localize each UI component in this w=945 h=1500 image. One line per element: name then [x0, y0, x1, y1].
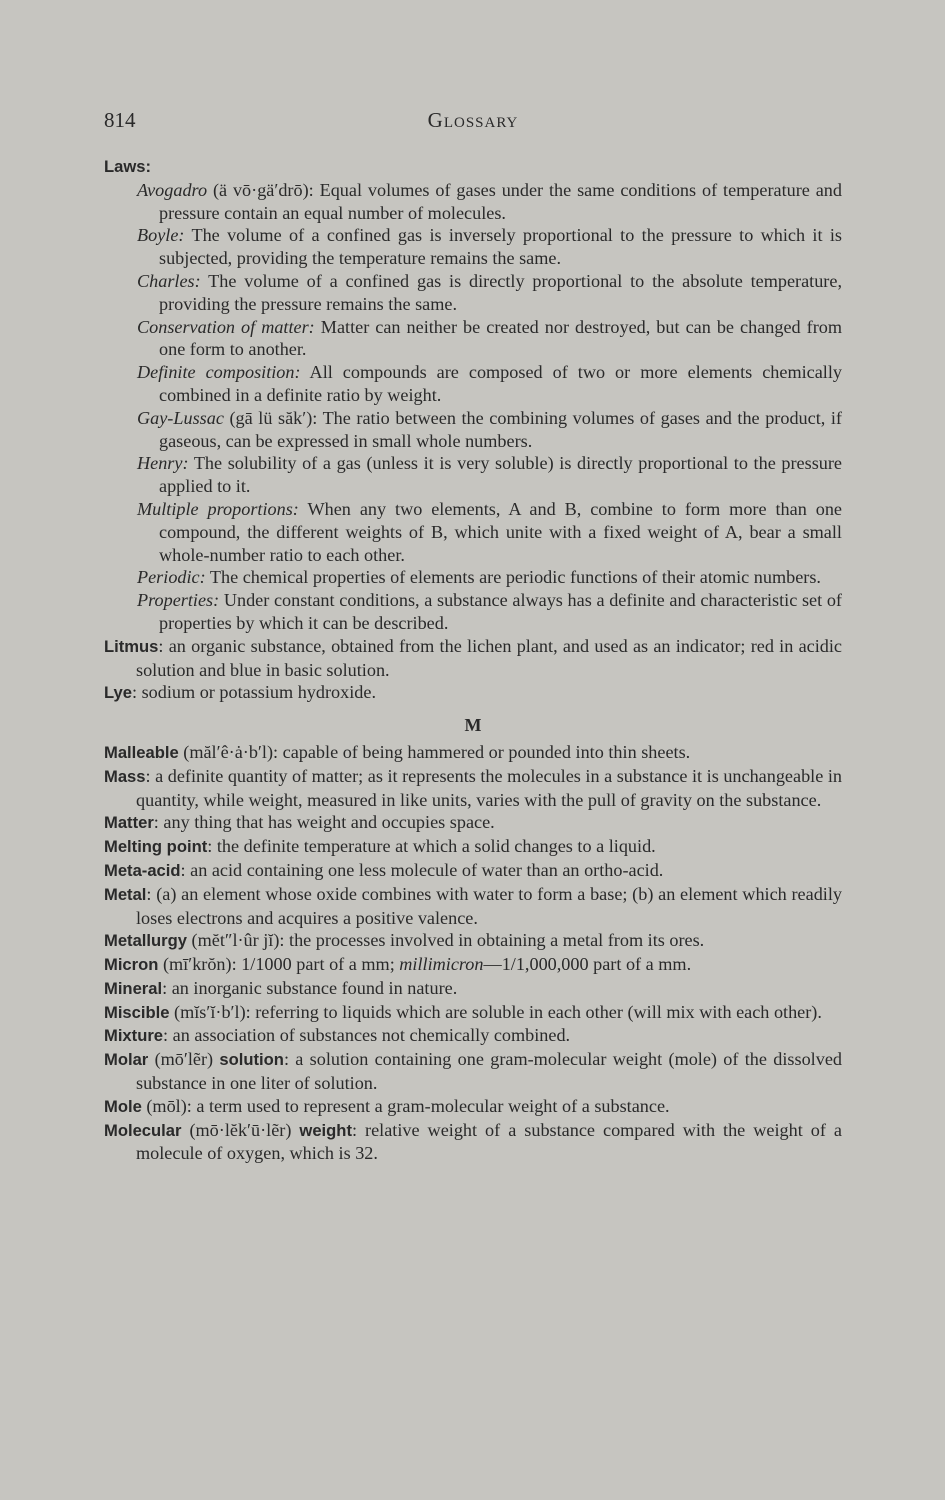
law-text: The volume of a confined gas is inversely proportional to the pressure to which it is subjected, providing the temperature remains the same.: [159, 225, 842, 269]
law-name: Multiple proportions:: [137, 498, 299, 519]
glossary-entry: [104, 1024, 842, 1048]
entry-term: Molecular: [104, 1120, 182, 1140]
law-item: [137, 498, 842, 566]
entry-term: Melting point: [104, 837, 208, 857]
law-text: Under constant conditions, a substance always has a definite and characteristic set of properties by which it can be described.: [159, 590, 842, 633]
entry-definition: : an acid containing one less molecule of water than an ortho-acid.: [180, 859, 664, 880]
law-name: Gay-Lussac: [137, 407, 224, 428]
law-item: [137, 589, 842, 635]
entries-m: [104, 741, 842, 1165]
law-item: [137, 316, 842, 362]
law-text: The solubility of a gas (unless it is very soluble) is directly proportional to the pressure applied to it.: [159, 453, 842, 497]
law-item: [137, 452, 842, 498]
entry-term: Mixture: [104, 1026, 164, 1046]
glossary-entry: [104, 953, 842, 977]
glossary-entry: [104, 859, 842, 883]
pronunciation: (mō·lĕk′ū·lẽr): [181, 1119, 300, 1140]
law-name: Definite composition:: [137, 362, 301, 383]
glossary-entry: [104, 681, 842, 705]
entry-definition: referring to liquids which are soluble in each other (will mix with each other).: [250, 1001, 822, 1022]
laws-heading: [104, 155, 842, 179]
glossary-entry: [104, 883, 842, 930]
law-text: When any two elements, A and B, combine to form more than one compound, the different weights of B, which unite with a fixed weight of A, bear a small whole-number ratio to each other.: [159, 498, 842, 565]
pronunciation: (mōl):: [141, 1095, 192, 1116]
law-name: Charles:: [137, 270, 201, 291]
pronunciation: (mī′krŏn):: [158, 954, 237, 975]
entry-definition: : (a) an element whose oxide combines with water to form a base; (b) an element which readily loses electrons and acquires a positive valence.: [136, 883, 842, 928]
law-item: [137, 566, 842, 589]
entry-term: Litmus: [104, 636, 159, 656]
law-item: [137, 179, 842, 225]
law-name: Boyle:: [137, 225, 185, 246]
entry-term: Matter: [104, 813, 154, 833]
entry-term: Metal: [104, 884, 147, 904]
law-item: [137, 361, 842, 407]
entry-term: Mole: [104, 1096, 142, 1116]
entry-term: Metallurgy: [104, 931, 187, 951]
glossary-entry: [104, 1001, 842, 1025]
glossary-entry: [104, 929, 842, 953]
entry-definition: : sodium or potassium hydroxide.: [131, 682, 376, 703]
glossary-content: [104, 155, 842, 1165]
laws-heading-term: Laws:: [104, 157, 152, 176]
glossary-entry: [104, 765, 842, 812]
entry-definition: : an association of substances not chemically combined.: [163, 1025, 571, 1046]
entry-term: Malleable: [104, 742, 179, 762]
entry-italic: millimicron: [399, 954, 484, 975]
law-text: The ratio between the combining volumes of gases and the product, if gaseous, can be expressed in small whole numbers.: [159, 407, 842, 451]
glossary-entry: [104, 977, 842, 1001]
law-name: Conservation of matter:: [137, 316, 315, 337]
entry-term: Miscible: [104, 1002, 170, 1022]
entry-term: Mass: [104, 766, 146, 786]
law-item: [137, 224, 842, 270]
glossary-entry: [104, 811, 842, 835]
page-number: 814: [104, 108, 136, 132]
glossary-entry: [104, 1119, 842, 1166]
pronunciation: (măl′ê·ȧ·b′l):: [178, 741, 279, 762]
entry-definition: a term used to represent a gram-molecular weight of a substance.: [191, 1095, 670, 1116]
law-name: Henry:: [137, 453, 189, 474]
entry-definition: the processes involved in obtaining a metal from its ores.: [284, 930, 705, 951]
glossary-entry: [104, 741, 842, 765]
law-text: Equal volumes of gases under the same conditions of temperature and pressure contain an equal number of molecules.: [159, 179, 842, 223]
law-name: Periodic:: [137, 567, 206, 588]
entry-term-cont: weight: [299, 1120, 352, 1140]
entry-term: Mineral: [104, 978, 163, 998]
pronunciation: (gā lü săk′):: [223, 407, 318, 428]
entry-definition: : any thing that has weight and occupies space.: [153, 812, 495, 833]
entry-definition: capable of being hammered or pounded into thin sheets.: [278, 741, 691, 762]
entry-definition: 1/1000 part of a mm;: [236, 954, 400, 975]
glossary-entry: [104, 1095, 842, 1119]
running-head: Glossary: [427, 108, 519, 132]
pronunciation: (mĭs′ĭ·b′l):: [169, 1001, 251, 1022]
glossary-entry: [104, 635, 842, 682]
entry-term: Lye: [104, 683, 132, 703]
entry-term-cont: solution: [219, 1050, 284, 1070]
law-name: Avogadro: [137, 179, 208, 200]
glossary-entry: [104, 835, 842, 859]
law-name: Properties:: [137, 590, 220, 611]
entry-term: Molar: [104, 1050, 149, 1070]
glossary-entry: [104, 1048, 842, 1095]
entry-definition: : an inorganic substance found in nature.: [162, 977, 458, 998]
laws-list: [104, 179, 842, 635]
entry-definition: : relative weight of a substance compared with the weight of a molecule of oxygen, which is 32.: [136, 1119, 842, 1164]
entries-l: [104, 635, 842, 705]
pronunciation: (mĕt″l·ûr jĭ):: [187, 930, 285, 951]
entry-term: Meta-acid: [104, 860, 181, 880]
entry-definition: : a solution containing one gram-molecular weight (mole) of the dissolved substance in one liter of solution.: [136, 1049, 842, 1094]
entry-definition: : the definite temperature at which a solid changes to a liquid.: [207, 836, 656, 857]
entry-definition: : a definite quantity of matter; as it represents the molecules in a substance it is unchangeable in quantity, while weight, measured in like units, varies with the pull of gravity on the substance.: [136, 765, 842, 810]
law-text: The volume of a confined gas is directly proportional to the absolute temperature, providing the pressure remains the same.: [159, 270, 842, 314]
pronunciation: (ä vō·gä′drō):: [207, 179, 314, 200]
law-item: [137, 270, 842, 316]
law-item: [137, 407, 842, 453]
law-text: Matter can neither be created nor destroyed, but can be changed from one form to another.: [159, 316, 842, 360]
section-letter: M: [464, 715, 482, 736]
law-text: The chemical properties of elements are periodic functions of their atomic numbers.: [205, 567, 821, 588]
entry-term: Micron: [104, 955, 159, 975]
page-header: [104, 108, 842, 138]
law-text: All compounds are composed of two or more elements chemically combined in a definite ratio by weight.: [159, 362, 842, 405]
entry-definition-cont: —1/1,000,000 part of a mm.: [483, 954, 692, 975]
entry-definition: : an organic substance, obtained from the lichen plant, and used as an indicator; red in acidic solution and blue in basic solution.: [136, 635, 842, 680]
pronunciation: (mō′lẽr): [148, 1049, 220, 1070]
